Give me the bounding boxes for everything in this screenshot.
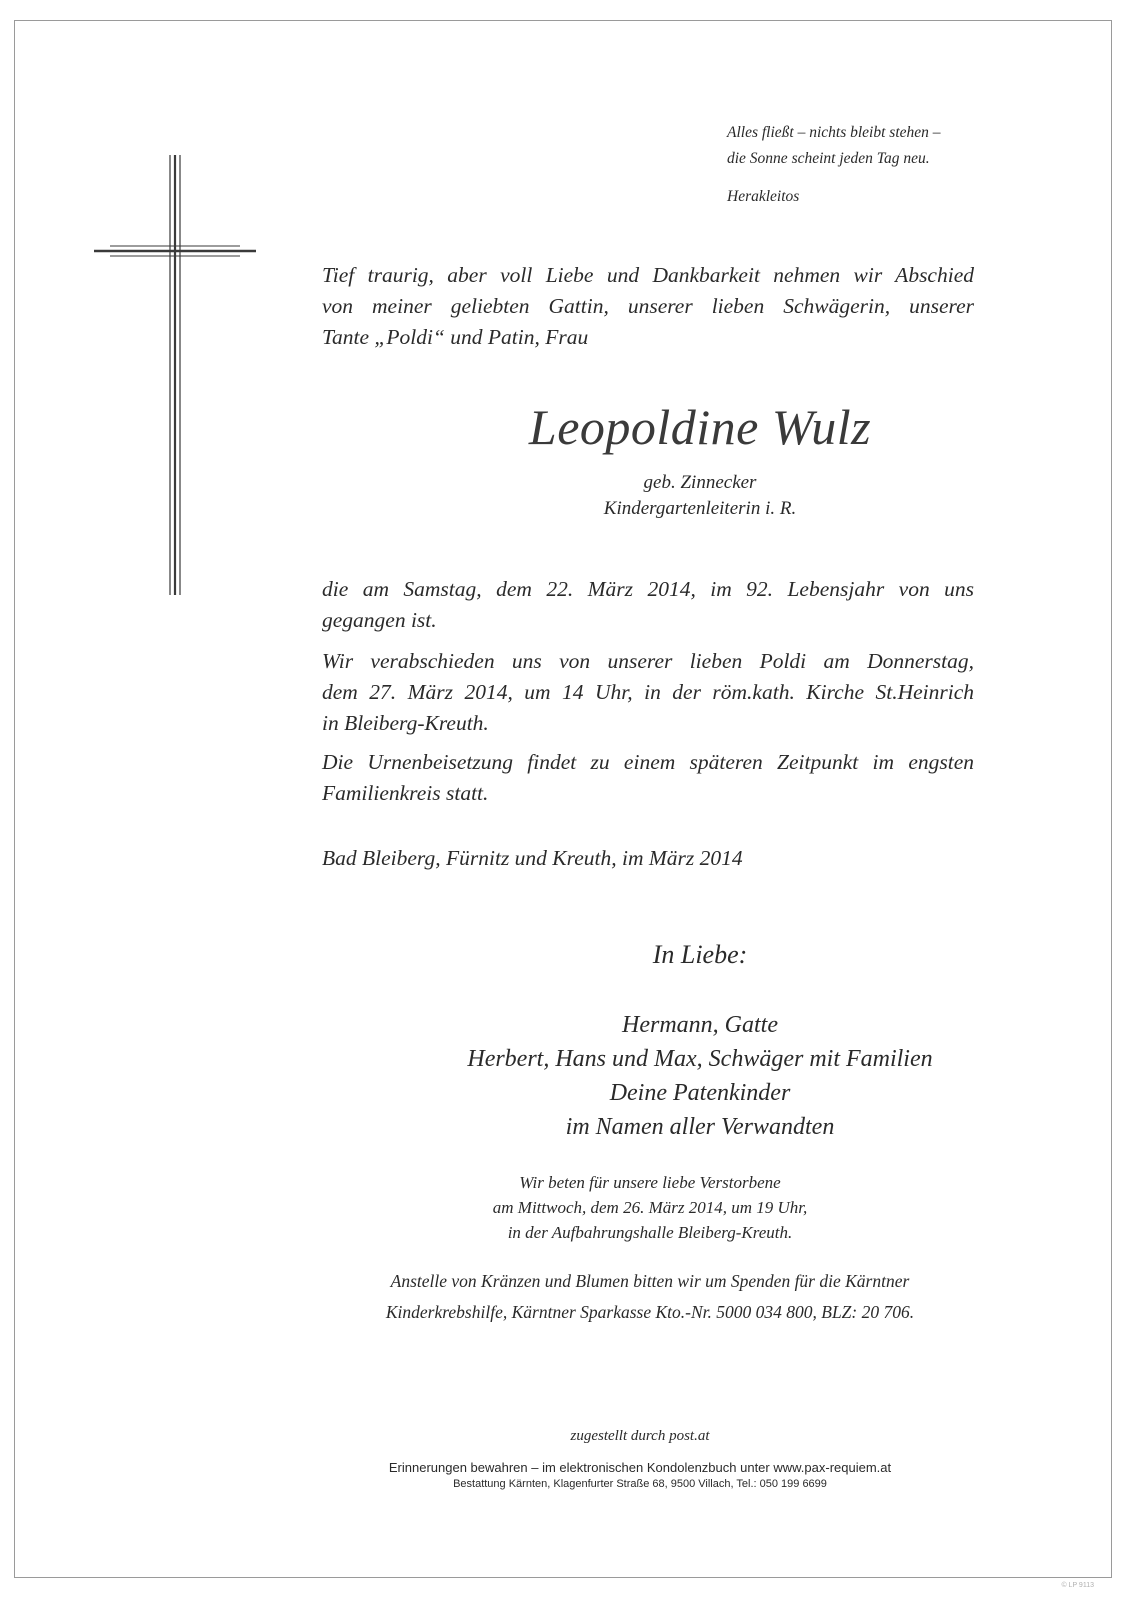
prayer-line: in der Aufbahrungshalle Bleiberg-Kreuth. [507, 1223, 793, 1242]
deceased-details [322, 470, 1078, 522]
signer-line: Herbert, Hans und Max, Schwäger mit Familien [467, 1046, 933, 1072]
motto-author: Herakleitos [727, 188, 800, 205]
cross-icon [90, 155, 260, 605]
farewell-paragraph [322, 646, 974, 739]
prayer-line: Wir beten für unsere liebe Verstorbene [519, 1173, 781, 1192]
farewell-line: in Bleiberg-Kreuth. [322, 711, 489, 735]
in-liebe-heading: In Liebe: [652, 940, 748, 969]
death-paragraph [322, 574, 974, 636]
delivered-by: zugestellt durch post.at [570, 1428, 710, 1444]
farewell-line: dem 27. März 2014, um 14 Uhr, in der röm.kath. Kirche St.Heinrich [322, 680, 974, 704]
intro-paragraph [322, 260, 974, 353]
signer-line: Hermann, Gatte [622, 1012, 778, 1038]
intro-line: Tief traurig, aber voll Liebe und Dankbarkeit nehmen wir Abschied [322, 263, 974, 287]
farewell-line: Wir verabschieden uns von unserer lieben Poldi am Donnerstag, [322, 649, 974, 673]
print-code: © LP 9113 [1061, 1582, 1094, 1589]
urn-line: Familienkreis statt. [322, 781, 489, 805]
death-line: gegangen ist. [322, 608, 437, 632]
motto-quote [727, 120, 941, 172]
occupation: Kindergartenleiterin i. R. [603, 498, 797, 519]
motto-line: Alles fließt – nichts bleibt stehen – [727, 124, 941, 141]
birth-name: geb. Zinnecker [643, 472, 757, 493]
funeral-home-footer: Bestattung Kärnten, Klagenfurter Straße 68, 9500 Villach, Tel.: 050 199 6699 [453, 1478, 827, 1490]
motto-line: die Sonne scheint jeden Tag neu. [727, 150, 930, 167]
donation-line: Anstelle von Kränzen und Blumen bitten wir um Spenden für die Kärntner [390, 1271, 910, 1291]
intro-line: Tante „Poldi“ und Patin, Frau [322, 325, 589, 349]
prayer-notice [322, 1170, 978, 1245]
signer-line: Deine Patenkinder [609, 1080, 791, 1106]
signer-line: im Namen aller Verwandten [565, 1114, 835, 1140]
signers-list [322, 1008, 1078, 1144]
death-line: die am Samstag, dem 22. März 2014, im 92. Lebensjahr von uns [322, 577, 974, 601]
urn-line: Die Urnenbeisetzung findet zu einem späteren Zeitpunkt im engsten [322, 750, 974, 774]
place-date: Bad Bleiberg, Fürnitz und Kreuth, im März 2014 [322, 846, 743, 870]
donation-notice [322, 1266, 978, 1328]
deceased-name: Leopoldine Wulz [528, 399, 872, 455]
prayer-line: am Mittwoch, dem 26. März 2014, um 19 Uhr, [492, 1198, 808, 1217]
memorial-footer: Erinnerungen bewahren – im elektronischen Kondolenzbuch unter www.pax-requiem.at [388, 1460, 892, 1475]
urn-paragraph [322, 747, 974, 809]
intro-line: von meiner geliebten Gattin, unserer lieben Schwägerin, unserer [322, 294, 974, 318]
donation-line: Kinderkrebshilfe, Kärntner Sparkasse Kto.-Nr. 5000 034 800, BLZ: 20 706. [385, 1302, 915, 1322]
